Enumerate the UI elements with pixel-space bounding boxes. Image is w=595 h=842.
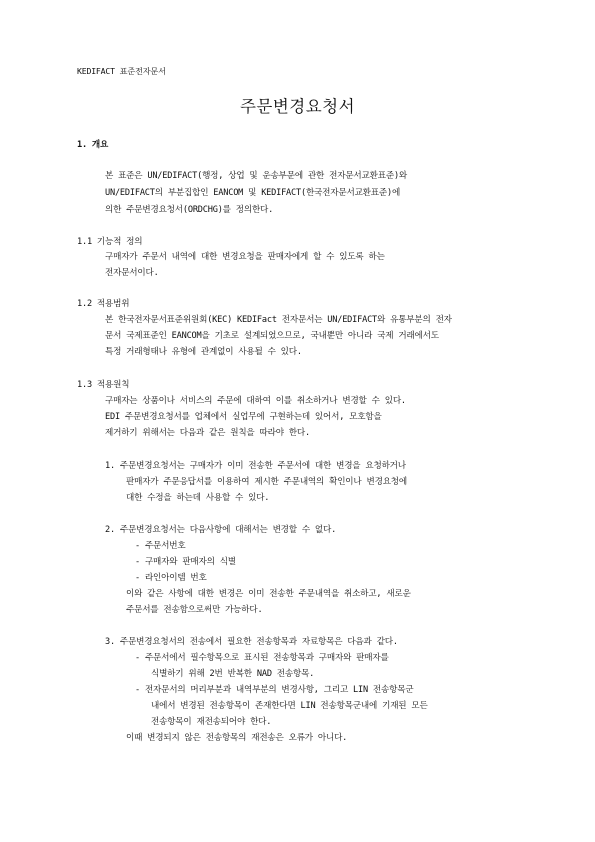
paragraph-line: 본 한국전자문서표준위원회(KEC) KEDIFact 전자문서는 UN/EDIFACT와 유통부분의 전자 [105, 315, 452, 325]
bullet-item-continuation: 전송항목이 재전송되어야 한다. [151, 717, 272, 727]
paragraph-line: 구매자가 주문서 내역에 대한 변경요청을 판매자에게 할 수 있도록 하는 [105, 252, 385, 262]
document-header: KEDIFACT 표준전자문서 [77, 66, 166, 76]
bullet-item: - 주문서에서 필수항목으로 표시된 전송항목과 구매자와 판매자를 [135, 653, 389, 663]
paragraph-line: 문서 국제표준인 EANCOM을 기초로 설계되었으므로, 국내뿐만 아니라 국제 거래에서도 [105, 331, 439, 341]
paragraph-line: EDI 주문변경요청서를 업체에서 실업무에 구현하는데 있어서, 모호함을 [105, 412, 382, 422]
section-heading-principles: 1.3 적용원칙 [77, 380, 130, 390]
paragraph-line: 전자문서이다. [105, 268, 159, 278]
bullet-item-continuation: 식별하기 위해 2번 반복한 NAD 전송항목. [151, 669, 315, 679]
bullet-item-continuation: 내에서 변경된 전송항목이 존재한다면 LIN 전송항목군내에 기재된 모든 [151, 701, 428, 711]
paragraph-line: 구매자는 상품이나 서비스의 주문에 대하여 이를 취소하거나 변경할 수 있다. [105, 396, 406, 406]
section-heading-overview: 1. 개요 [77, 140, 109, 150]
paragraph-line: UN/EDIFACT의 부분집합인 EANCOM 및 KEDIFACT(한국전자문서교환표준)에 [105, 188, 401, 198]
list-item-2-lead: 2. 주문변경요청서는 다음사항에 대해서는 변경할 수 없다. [105, 525, 337, 535]
list-item-1-line: 대한 수정을 하는데 사용할 수 있다. [126, 493, 270, 503]
paragraph-line: 의한 주문변경요청서(ORDCHG)를 정의한다. [105, 205, 274, 215]
list-item-3-lead: 3. 주문변경요청서의 전송에서 필요한 전송항목과 자료항목은 다음과 같다. [105, 637, 398, 647]
bullet-item: - 주문서번호 [135, 541, 186, 551]
section-heading-scope: 1.2 적용범위 [77, 299, 130, 309]
bullet-item: - 전자문서의 머리부분과 내역부분의 변경사항, 그리고 LIN 전송항목군 [135, 685, 414, 695]
paragraph-line: 특정 거래형태나 유형에 관계없이 사용될 수 있다. [105, 347, 302, 357]
paragraph-line: 제거하기 위해서는 다음과 같은 원칙을 따라야 한다. [105, 428, 310, 438]
document-title: 주문변경요청서 [239, 97, 356, 116]
section-heading-definition: 1.1 기능적 정의 [77, 237, 143, 247]
list-item-1-line: 1. 주문변경요청서는 구매자가 이미 전송한 주문서에 대한 변경을 요청하거나 [105, 461, 406, 471]
paragraph-line: 본 표준은 UN/EDIFACT(행정, 상업 및 운송부문에 관한 전자문서교환표준)와 [105, 171, 408, 181]
bullet-item: - 구매자와 판매자의 식별 [135, 557, 236, 567]
list-item-3-line: 이때 변경되지 않은 전송항목의 재전송은 오류가 아니다. [126, 733, 348, 743]
list-item-1-line: 판매자가 주문응답서를 이용하여 제시한 주문내역의 확인이나 변경요청에 [126, 477, 407, 487]
bullet-item: - 라인아이템 번호 [135, 573, 207, 583]
list-item-2-line: 주문서를 전송함으로써만 가능하다. [126, 605, 263, 615]
list-item-2-line: 이와 같은 사항에 대한 변경은 이미 전송한 주문내역을 취소하고, 새로운 [126, 589, 411, 599]
